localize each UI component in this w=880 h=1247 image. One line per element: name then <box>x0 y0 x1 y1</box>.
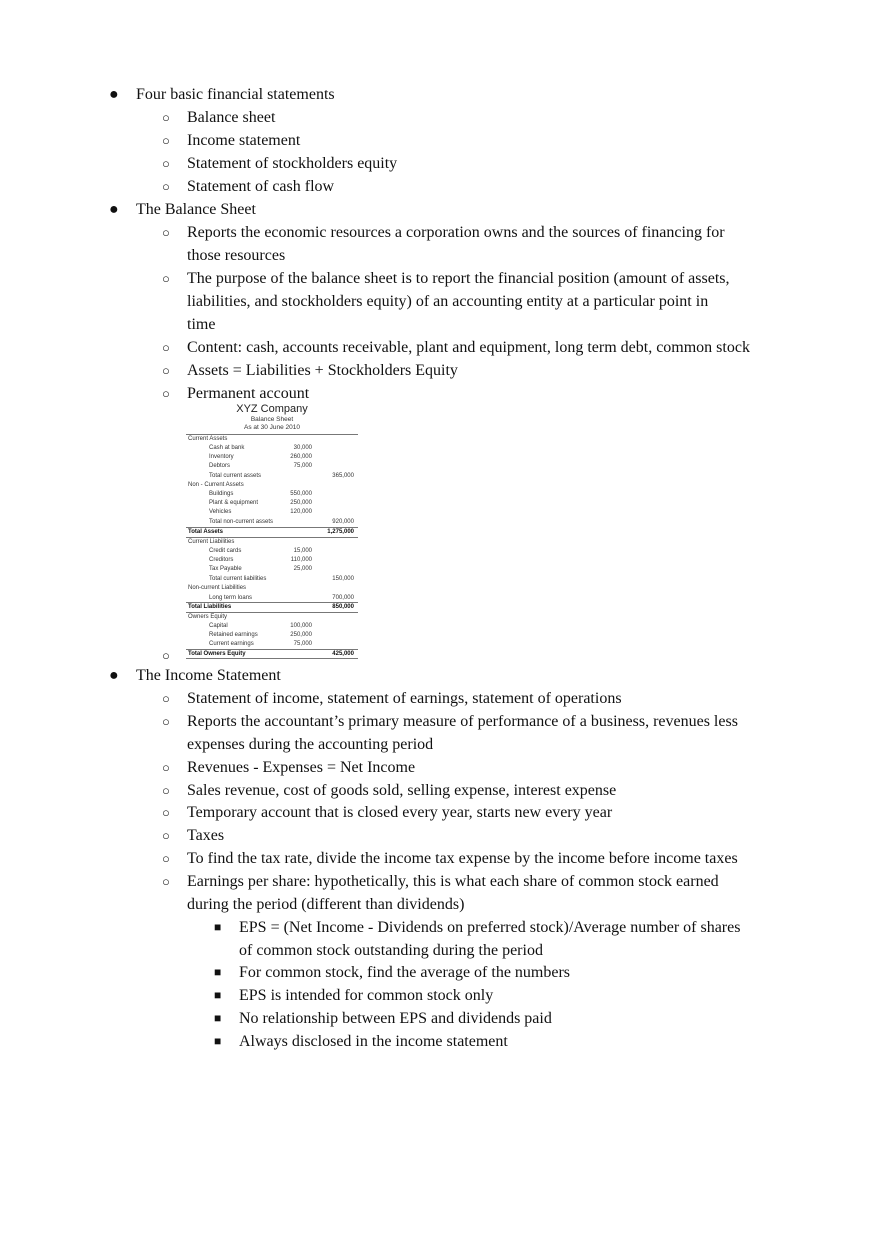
list-item: No relationship between EPS and dividends paid <box>239 1010 552 1027</box>
bullet-circle-icon: ○ <box>162 340 170 355</box>
bs-total-value: 425,000 <box>332 651 354 657</box>
bullet-circle-icon: ○ <box>162 760 170 775</box>
bullet-disc-icon: ● <box>109 86 119 103</box>
bs-total-value: 850,000 <box>332 604 354 610</box>
bs-subtotal-label: Total current assets <box>209 473 262 479</box>
list-item: Temporary account that is closed every year, starts new every year <box>187 804 613 821</box>
bullet-square-icon: ■ <box>214 988 222 1002</box>
bs-item-value: 120,000 <box>290 509 312 515</box>
bullet-circle-icon: ○ <box>162 648 170 663</box>
bs-item-value: 700,000 <box>332 595 354 601</box>
heading-balance-sheet: The Balance Sheet <box>136 201 256 218</box>
bs-company: XYZ Company <box>236 403 308 415</box>
bs-item-label: Current earnings <box>209 641 254 647</box>
bs-item-value: 110,000 <box>290 557 312 563</box>
bs-item-label: Debtors <box>209 463 231 469</box>
bs-section-label: Current Liabilities <box>188 539 235 545</box>
bs-section-label: Non - Current Assets <box>188 482 244 488</box>
bullet-circle-icon: ○ <box>162 828 170 843</box>
list-item: Statement of stockholders equity <box>187 155 398 172</box>
bs-subtotal-value: 150,000 <box>332 576 354 582</box>
bs-subtotal-label: Total current liabilities <box>209 576 267 582</box>
bs-divider <box>186 649 358 650</box>
bullet-circle-icon: ○ <box>162 386 170 401</box>
bs-item-value: 550,000 <box>290 491 312 497</box>
heading-four-basic: Four basic financial statements <box>136 86 335 103</box>
bullet-circle-icon: ○ <box>162 714 170 729</box>
bs-total-value: 1,275,000 <box>327 529 354 535</box>
bs-subtitle: Balance Sheet <box>250 416 294 423</box>
list-item: To find the tax rate, divide the income tax expense by the income before income taxes <box>187 850 738 867</box>
bs-total-label: Total Owners Equity <box>188 651 246 657</box>
list-item-continuation: time <box>187 316 216 333</box>
bs-subtotal-value: 365,000 <box>332 473 354 479</box>
bs-item-value: 260,000 <box>290 454 312 460</box>
bullet-circle-icon: ○ <box>162 179 170 194</box>
bullet-circle-icon: ○ <box>162 271 170 286</box>
list-item: Statement of income, statement of earnings, statement of operations <box>187 690 622 707</box>
bs-item-label: Buildings <box>209 491 234 497</box>
list-item: Taxes <box>187 827 225 844</box>
bs-section-label: Current Assets <box>188 436 228 442</box>
list-item-continuation: liabilities, and stockholders equity) of an accounting entity at a particular point in <box>187 293 709 310</box>
bullet-circle-icon: ○ <box>162 156 170 171</box>
bs-subtotal-value: 920,000 <box>332 519 354 525</box>
list-item-continuation: during the period (different than dividends) <box>187 896 465 913</box>
bs-section-label: Non-current Liabilities <box>188 585 247 591</box>
bs-item-label: Creditors <box>209 557 234 563</box>
bs-total-label: Total Liabilities <box>188 604 232 610</box>
bs-item-label: Retained earnings <box>209 632 258 638</box>
bs-divider <box>186 612 358 613</box>
bullet-square-icon: ■ <box>214 1011 222 1025</box>
bs-item-label: Inventory <box>209 454 234 460</box>
bullet-square-icon: ■ <box>214 1034 222 1048</box>
bs-item-value: 15,000 <box>293 548 312 554</box>
heading-income-statement: The Income Statement <box>136 667 281 684</box>
list-item: Revenues - Expenses = Net Income <box>187 759 416 776</box>
bs-item-value: 100,000 <box>290 623 312 629</box>
list-item: Always disclosed in the income statement <box>239 1033 508 1050</box>
bs-divider <box>186 658 358 659</box>
bs-divider <box>186 537 358 538</box>
list-item: EPS is intended for common stock only <box>239 987 494 1004</box>
bullet-circle-icon: ○ <box>162 133 170 148</box>
list-item: Statement of cash flow <box>187 178 335 195</box>
bullet-circle-icon: ○ <box>162 851 170 866</box>
bs-subtotal-label: Total non-current assets <box>209 519 274 525</box>
bs-item-label: Tax Payable <box>209 566 242 572</box>
list-item: Balance sheet <box>187 109 276 126</box>
bs-item-label: Long term loans <box>209 595 253 601</box>
bs-item-label: Credit cards <box>209 548 242 554</box>
bs-item-label: Capital <box>209 623 228 629</box>
bullet-circle-icon: ○ <box>162 225 170 240</box>
list-item: Assets = Liabilities + Stockholders Equity <box>187 362 458 379</box>
bullet-square-icon: ■ <box>214 920 222 934</box>
bullet-disc-icon: ● <box>109 201 119 218</box>
bs-item-label: Plant & equipment <box>209 500 259 506</box>
bullet-disc-icon: ● <box>109 667 119 684</box>
bs-item-value: 75,000 <box>293 641 312 647</box>
list-item: Earnings per share: hypothetically, this is what each share of common stock earned <box>187 873 719 890</box>
list-item: EPS = (Net Income - Dividends on preferred stock)/Average number of shares <box>239 919 741 936</box>
bs-divider <box>186 602 358 603</box>
bs-item-value: 75,000 <box>293 463 312 469</box>
bs-item-value: 30,000 <box>293 445 312 451</box>
list-item: The purpose of the balance sheet is to report the financial position (amount of assets, <box>187 270 730 287</box>
bullet-circle-icon: ○ <box>162 805 170 820</box>
bullet-circle-icon: ○ <box>162 691 170 706</box>
list-item: Income statement <box>187 132 301 149</box>
bs-item-value: 250,000 <box>290 500 312 506</box>
bullet-circle-icon: ○ <box>162 783 170 798</box>
balance-sheet-image <box>186 402 358 659</box>
bullet-circle-icon: ○ <box>162 874 170 889</box>
bs-divider <box>186 434 358 435</box>
bs-date: As at 30 June 2010 <box>243 424 300 431</box>
bs-item-value: 250,000 <box>290 632 312 638</box>
bs-item-label: Cash at bank <box>209 445 245 451</box>
list-item: Reports the economic resources a corporation owns and the sources of financing for <box>187 224 725 241</box>
list-item-continuation: expenses during the accounting period <box>187 736 434 753</box>
list-item: Permanent account <box>187 385 310 402</box>
bullet-circle-icon: ○ <box>162 363 170 378</box>
bs-item-label: Vehicles <box>209 509 232 515</box>
bs-item-value: 25,000 <box>293 566 312 572</box>
list-item: Content: cash, accounts receivable, plant and equipment, long term debt, common stock <box>187 339 750 356</box>
list-item-continuation: those resources <box>187 247 286 264</box>
list-item: Sales revenue, cost of goods sold, selling expense, interest expense <box>187 782 617 799</box>
bullet-circle-icon: ○ <box>162 110 170 125</box>
list-item: For common stock, find the average of the numbers <box>239 964 571 981</box>
bs-section-label: Owners Equity <box>188 614 228 620</box>
bs-total-label: Total Assets <box>188 529 224 535</box>
list-item: Reports the accountant’s primary measure of performance of a business, revenues less <box>187 713 738 730</box>
list-item-continuation: of common stock outstanding during the period <box>239 942 543 959</box>
bullet-square-icon: ■ <box>214 965 222 979</box>
bs-divider <box>186 527 358 528</box>
